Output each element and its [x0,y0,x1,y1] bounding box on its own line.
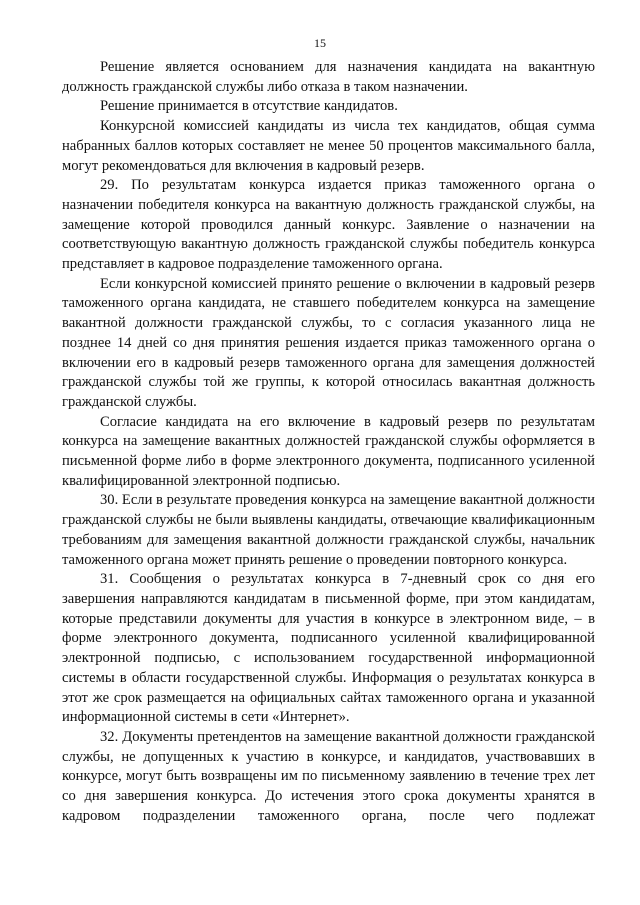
paragraph-item-29: 29. По результатам конкурса издается приказ таможенного органа о назначении победителя конкурса на вакантную должность гражданской службы, на замещение которой проводился данный конкурс. Заявление о назначении на соответствующую вакантную должность гражданской службы победитель конкурса представляет в кадровое подразделение таможенного органа. [62,177,595,273]
document-body [62,58,595,826]
paragraph-item-31: 31. Сообщения о результатах конкурса в 7-дневный срок со дня его завершения направляются кандидатам в письменной форме, при этом кандидатам, которые представили документы для участия в конкурсе в электронном виде, – в форме электронного документа, подписанного усиленной квалифицированной электронной подписью, с использованием государственной информационной системы в области государственной службы. Информация о результатах конкурса в этот же срок размещается на официальных сайтах таможенного органа и указанной информационной системы в сети «Интернет». [62,571,595,726]
page-bottom-edge [0,899,640,905]
paragraph-reserve-consent: Согласие кандидата на его включение в кадровый резерв по результатам конкурса на замещение вакантных должностей гражданской службы оформляется в письменной форме либо в форме электронного документа, подписанного усиленной квалифицированной электронной подписью. [62,413,595,489]
paragraph-decision-basis: Решение является основанием для назначения кандидата на вакантную должность гражданской службы либо отказа в таком назначении. [62,59,595,95]
paragraph-reserve-recommendation: Конкурсной комиссией кандидаты из числа тех кандидатов, общая сумма набранных баллов которых составляет не менее 50 процентов максимального балла, могут рекомендоваться для включения в кадровый резерв. [62,118,595,174]
page-number: 15 [314,36,326,50]
paragraph-item-32: 32. Документы претендентов на замещение вакантной должности гражданской службы, не допущенных к участию в конкурсе, и кандидатов, участвовавших в конкурсе, могут быть возвращены им по письменному заявлению в течение трех лет со дня завершения конкурса. До истечения этого срока документы хранятся в кадровом подразделении таможенного органа, после чего подлежат [62,728,595,824]
paragraph-decision-absence: Решение принимается в отсутствие кандидатов. [100,98,398,115]
paragraph-item-30: 30. Если в результате проведения конкурса на замещение вакантной должности гражданской службы не были выявлены кандидаты, отвечающие квалификационным требованиям для замещения вакантной должности гражданской службы, начальник таможенного органа может принять решение о проведении повторного конкурса. [62,492,595,568]
paragraph-reserve-inclusion: Если конкурсной комиссией принято решение о включении в кадровый резерв таможенного органа кандидата, не ставшего победителем конкурса на замещение вакантной должности гражданской службы, то с согласия указанного лица не позднее 14 дней со дня принятия решения издается приказ таможенного органа о включении его в кадровый резерв таможенного органа для замещения должностей гражданской службы той же группы, к которой относилась вакантная должность гражданской службы. [62,275,595,410]
